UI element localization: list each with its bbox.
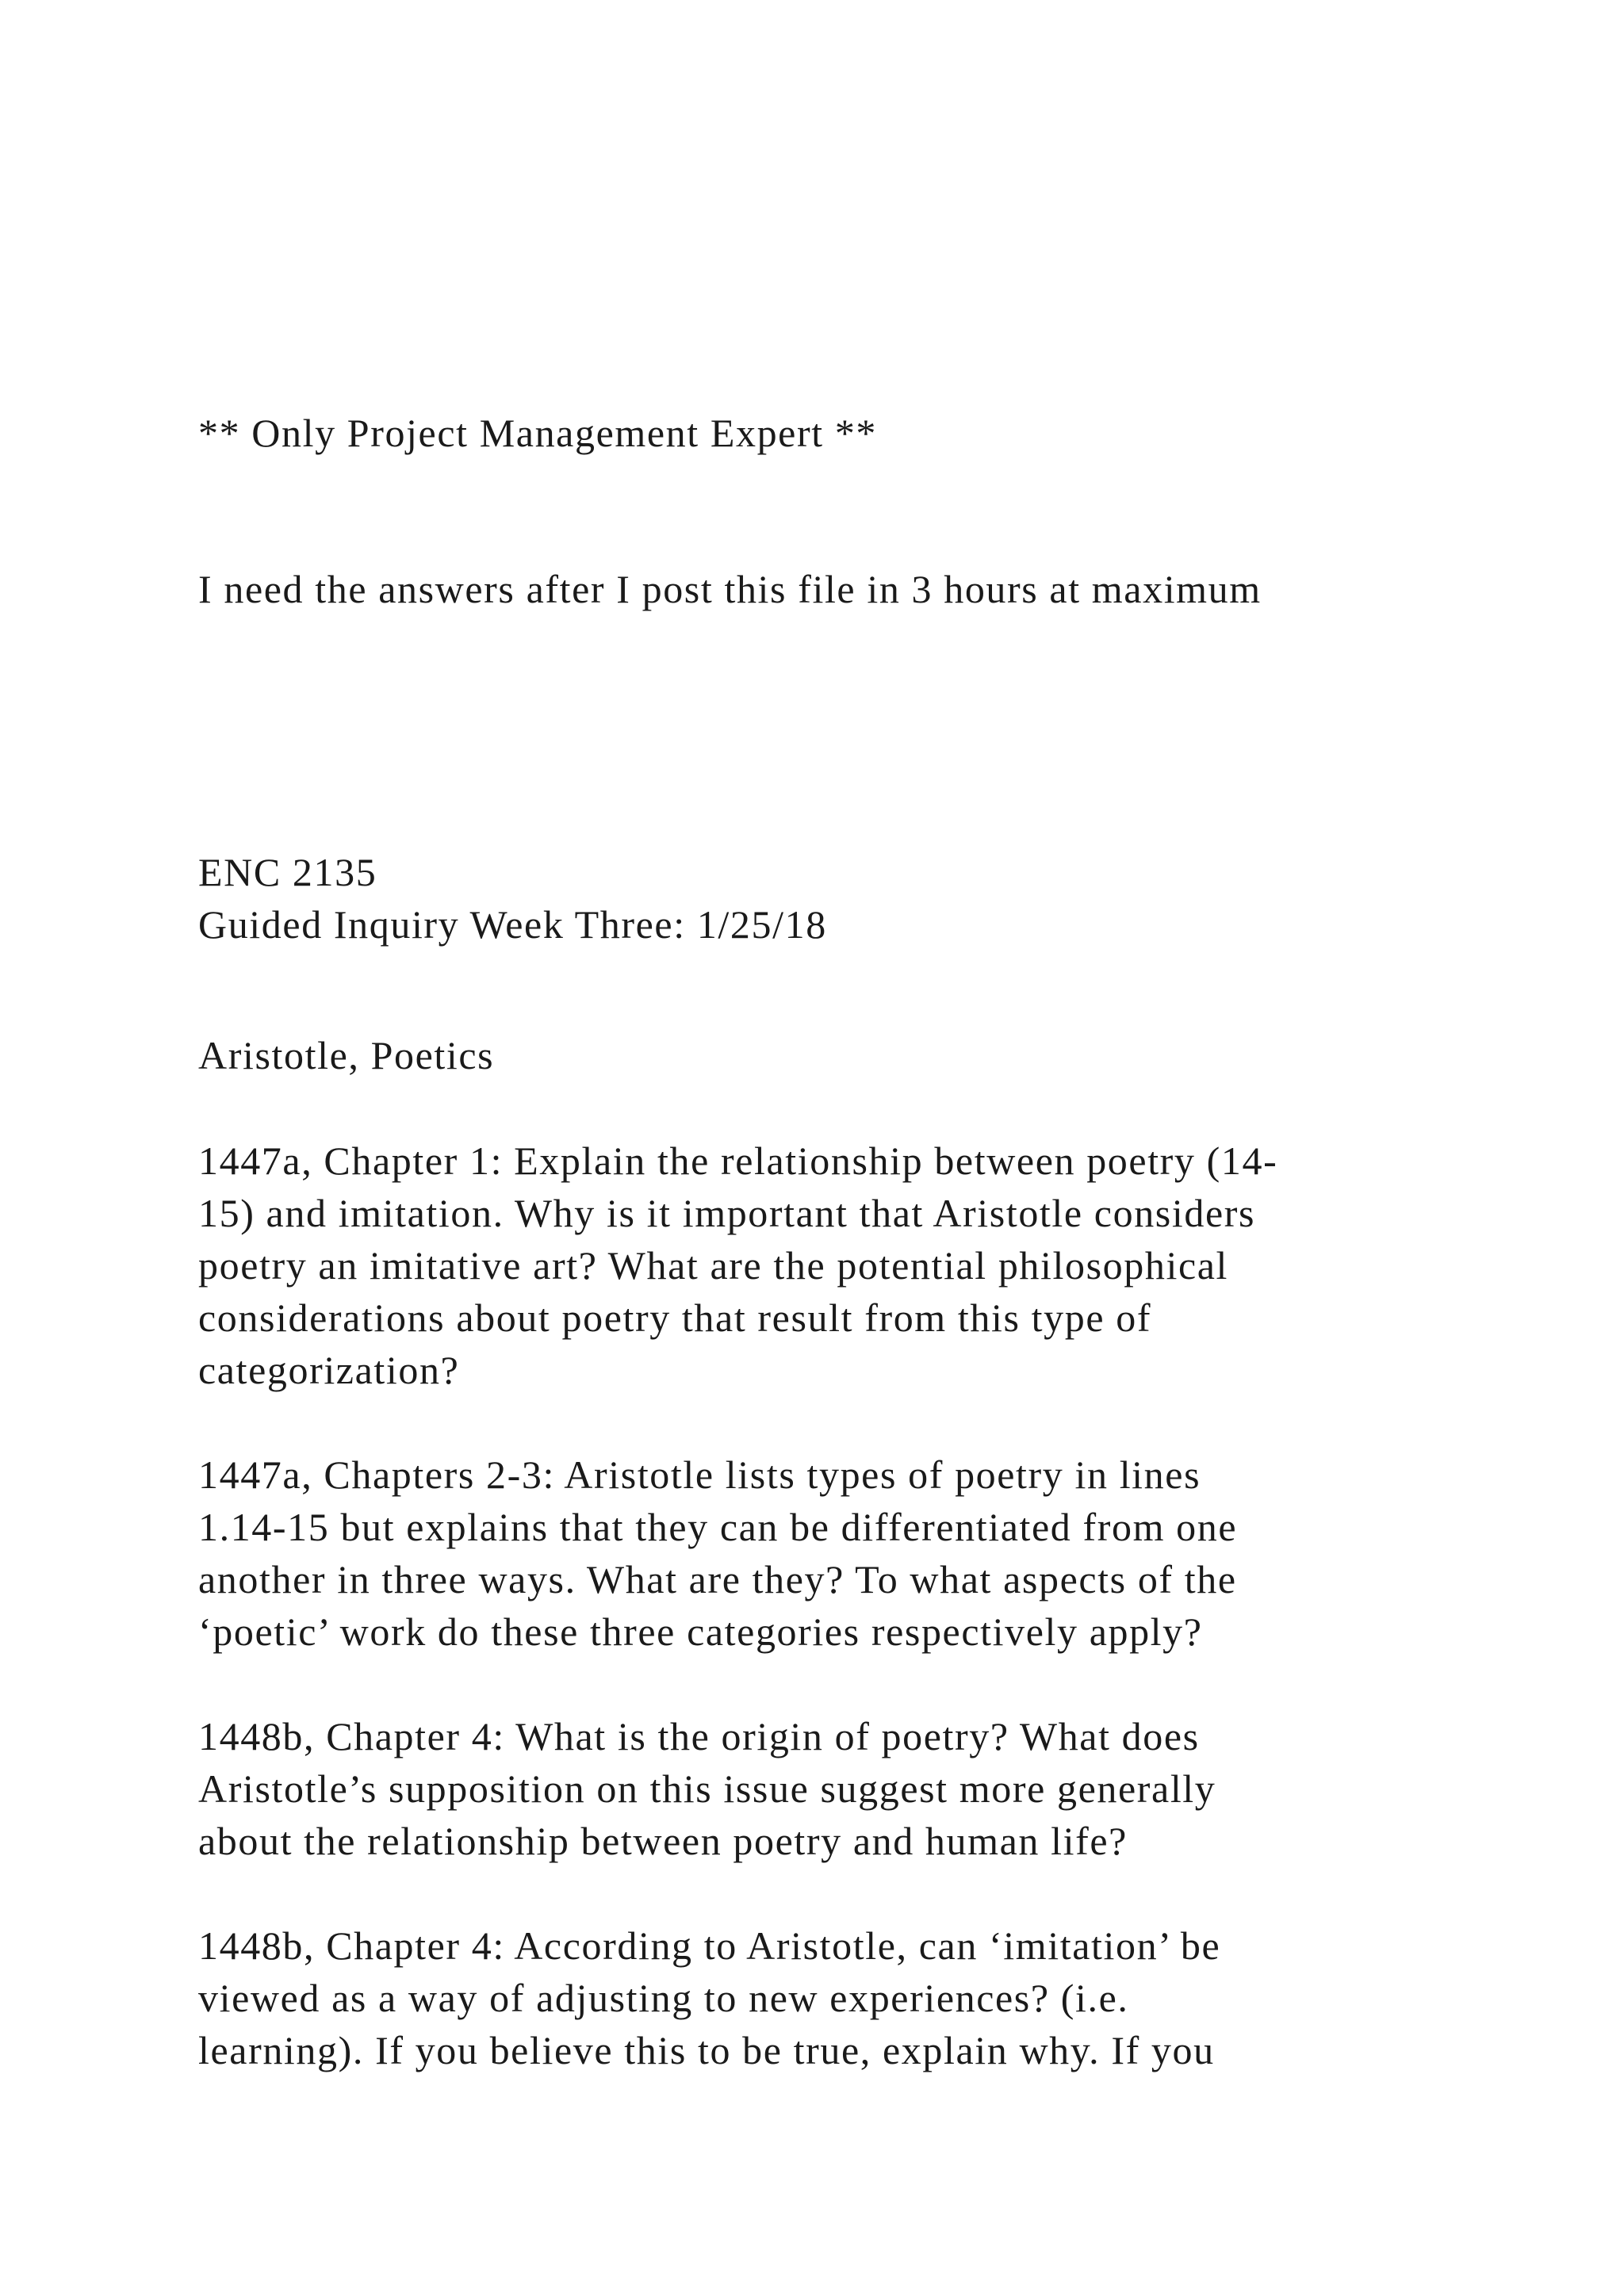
question-4-line-2: viewed as a way of adjusting to new experiences? (i.e.	[198, 1976, 1129, 2020]
question-2-line-4: ‘poetic’ work do these three categories respectively apply?	[198, 1609, 1203, 1654]
question-1-line-2: 15) and imitation. Why is it important that Aristotle considers	[198, 1191, 1256, 1235]
question-3-line-1: 1448b, Chapter 4: What is the origin of poetry? What does	[198, 1714, 1200, 1758]
question-2-line-1: 1447a, Chapters 2-3: Aristotle lists types of poetry in lines	[198, 1452, 1201, 1497]
question-3-line-2: Aristotle’s supposition on this issue suggest more generally	[198, 1766, 1216, 1811]
question-4-line-1: 1448b, Chapter 4: According to Aristotle, can ‘imitation’ be	[198, 1923, 1221, 1968]
course-code: ENC 2135	[198, 850, 377, 894]
header-line: ** Only Project Management Expert **	[198, 411, 878, 455]
assignment-title: Guided Inquiry Week Three: 1/25/18	[198, 902, 827, 947]
reading-title: Aristotle, Poetics	[198, 1033, 495, 1077]
request-line: I need the answers after I post this file in 3 hours at maximum	[198, 567, 1262, 611]
question-4-line-3: learning). If you believe this to be true, explain why. If you	[198, 2028, 1215, 2072]
question-1-line-1: 1447a, Chapter 1: Explain the relationship between poetry (14-	[198, 1138, 1278, 1183]
question-3-line-3: about the relationship between poetry and human life?	[198, 1819, 1128, 1863]
question-2-line-3: another in three ways. What are they? To what aspects of the	[198, 1557, 1237, 1601]
question-1-line-4: considerations about poetry that result from this type of	[198, 1295, 1152, 1340]
question-2-line-2: 1.14-15 but explains that they can be differentiated from one	[198, 1505, 1238, 1549]
question-1-line-3: poetry an imitative art? What are the potential philosophical	[198, 1243, 1229, 1288]
question-1-line-5: categorization?	[198, 1348, 460, 1392]
